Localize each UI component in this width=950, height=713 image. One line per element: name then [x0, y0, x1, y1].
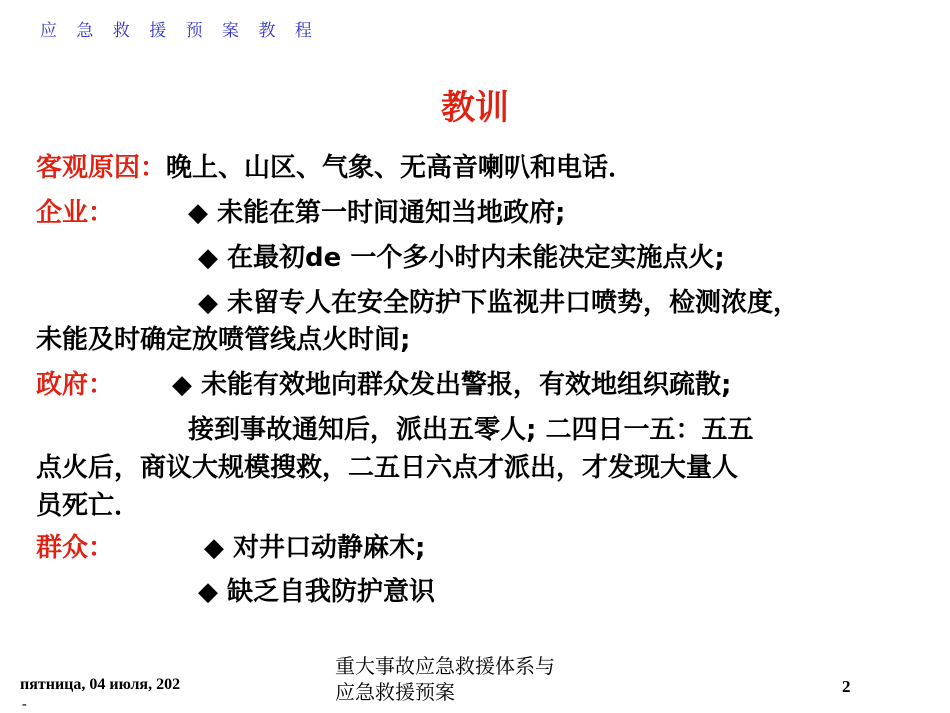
footer-date: пятница, 04 июля, 202 [20, 676, 181, 693]
footer-center-title [335, 653, 625, 705]
government-label: 政府： [36, 370, 115, 400]
government-item-1: ◆ 未能有效地向群众发出警报，有效地组织疏散; [172, 370, 732, 400]
public-label-line [36, 528, 114, 568]
government-label-line [36, 365, 114, 405]
enterprise-item-2: ◆ 在最初de 一个多小时内未能决定实施点火; [198, 243, 725, 273]
government-para-line-1: 接到事故通知后，派出五零人; 二四日一五：五五 [188, 415, 754, 445]
footer-date-dash: - [22, 697, 27, 712]
government-para-line-3: 员死亡． [36, 491, 141, 521]
public-label: 群众： [36, 533, 115, 563]
objective-label: 客观原因： [36, 153, 167, 183]
enterprise-item-3-line-1: ◆ 未留专人在安全防护下监视井口喷势，检测浓度， [198, 288, 800, 318]
page-number: 2 [842, 677, 851, 696]
public-item-1: ◆ 对井口动静麻木; [204, 533, 426, 563]
objective-line [36, 148, 634, 188]
enterprise-label: 企业： [36, 198, 115, 228]
enterprise-line [36, 193, 114, 233]
header-title: 应 急 救 援 预 案 教 程 [40, 21, 319, 41]
enterprise-item-1: ◆ 未能在第一时间通知当地政府; [188, 198, 566, 228]
objective-text: 晚上、山区、气象、无高音喇叭和电话． [166, 153, 635, 183]
footer-center-line-2: 应急救援预案 [335, 680, 455, 704]
footer-center-line-1: 重大事故应急救援体系与 [335, 654, 555, 678]
enterprise-item-3-line-2: 未能及时确定放喷管线点火时间; [36, 325, 411, 355]
slide-title: 教训 [441, 88, 509, 128]
government-para-line-2: 点火后，商议大规模搜救，二五日六点才派出，才发现大量人 [36, 453, 739, 483]
public-item-2: ◆ 缺乏自我防护意识 [198, 577, 436, 607]
